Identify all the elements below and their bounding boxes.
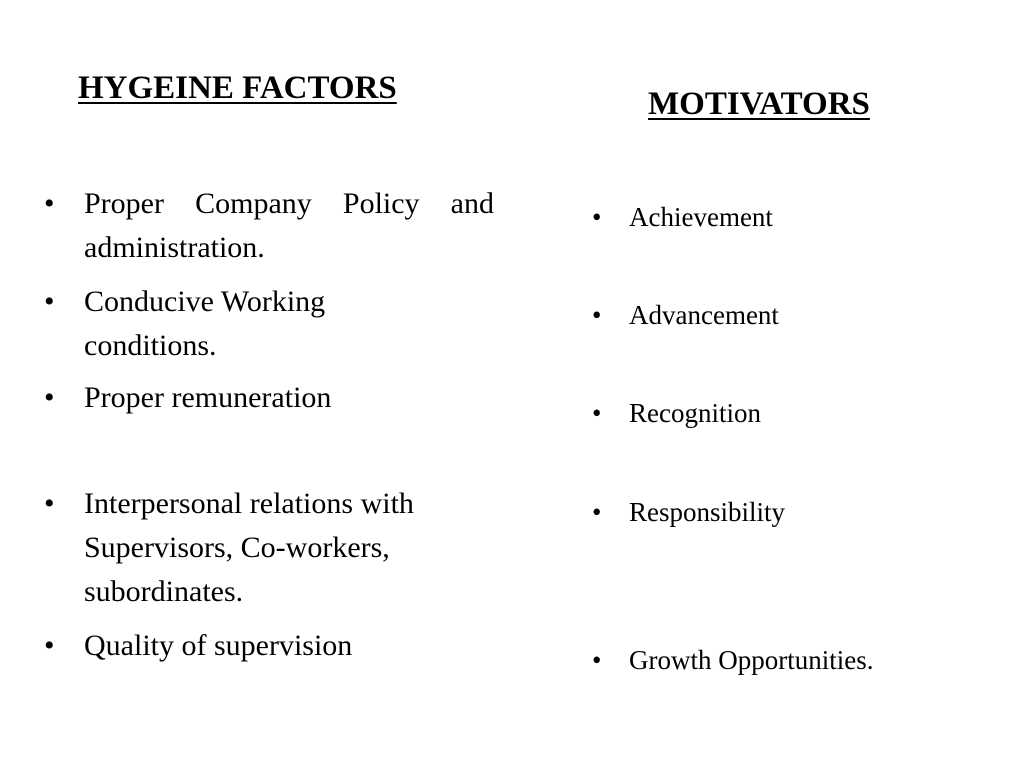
bullet-icon: •: [592, 202, 602, 232]
bullet-icon: •: [592, 645, 602, 675]
motivator-item-responsibility: [592, 494, 1024, 530]
bullet-icon: •: [44, 381, 55, 414]
bullet-icon: •: [592, 497, 602, 527]
hygiene-item-text: Proper remuneration: [84, 381, 332, 414]
hygiene-item-remuneration: [44, 376, 534, 420]
hygiene-item-supervision: [44, 624, 534, 668]
motivator-item-growth: [592, 642, 1024, 678]
bullet-icon: •: [592, 398, 602, 428]
motivators-heading: MOTIVATORS: [648, 86, 870, 122]
hygiene-item-text: Quality of supervision: [84, 629, 353, 662]
bullet-icon: •: [592, 300, 602, 330]
motivator-item-text: Growth Opportunities.: [629, 645, 874, 675]
hygiene-item-text: Proper Company Policy and administration.: [84, 187, 494, 264]
motivator-item-achievement: [592, 199, 1024, 235]
motivator-item-recognition: [592, 395, 1024, 431]
motivator-item-text: Achievement: [629, 202, 773, 232]
hygiene-item-interpersonal-relations: [44, 482, 504, 614]
bullet-icon: •: [44, 487, 55, 520]
hygiene-factors-heading: HYGEINE FACTORS: [78, 70, 397, 106]
hygiene-item-working-conditions: [44, 280, 414, 368]
motivator-item-text: Recognition: [629, 398, 761, 428]
bullet-icon: •: [44, 285, 55, 318]
motivator-item-advancement: [592, 297, 1024, 333]
hygiene-item-text: Conducive Working conditions.: [84, 285, 326, 362]
bullet-icon: •: [44, 187, 55, 220]
bullet-icon: •: [44, 629, 55, 662]
hygiene-item-text: Interpersonal relations with Supervisors, Co-workers, subordinates.: [84, 487, 414, 608]
motivator-item-text: Advancement: [629, 300, 779, 330]
motivator-item-text: Responsibility: [629, 497, 786, 527]
hygiene-item-company-policy: [44, 182, 534, 270]
